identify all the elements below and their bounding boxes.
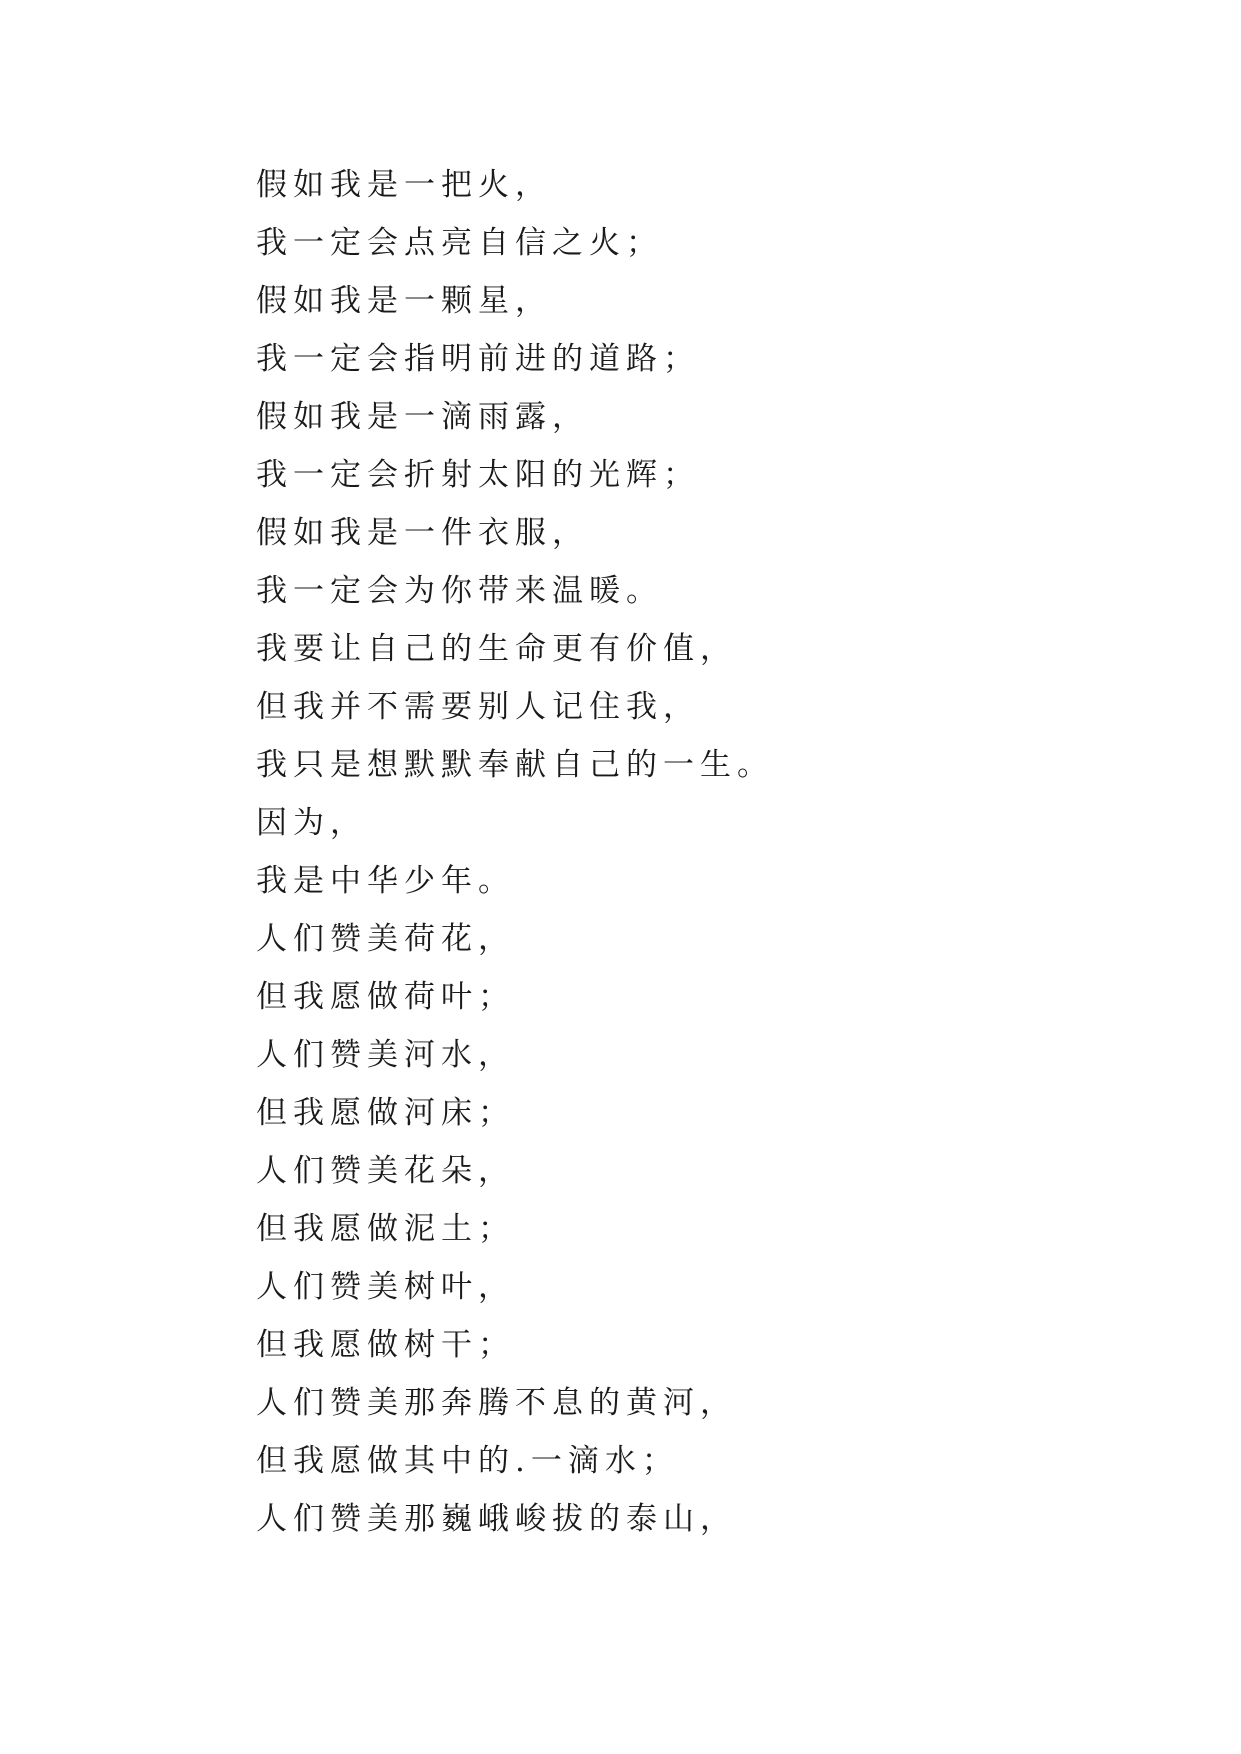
poem-line: 假如我是一件衣服，	[256, 515, 589, 551]
poem-line: 我一定会指明前进的道路；	[256, 341, 700, 377]
poem-line: 我一定会折射太阳的光辉；	[256, 457, 700, 493]
poem-line: 人们赞美花朵，	[256, 1153, 515, 1189]
poem-line: 我只是想默默奉献自己的一生。	[256, 747, 774, 783]
poem-line: 人们赞美树叶，	[256, 1269, 515, 1305]
poem-line: 人们赞美那巍峨峻拔的泰山，	[256, 1501, 737, 1537]
poem-text	[256, 156, 774, 1548]
poem-line: 我要让自己的生命更有价值，	[256, 631, 737, 667]
poem-line: 我是中华少年。	[256, 863, 515, 899]
poem-line: 但我愿做树干；	[256, 1327, 515, 1363]
poem-line: 假如我是一把火，	[256, 167, 552, 203]
poem-line: 我一定会点亮自信之火；	[256, 225, 663, 261]
poem-line: 但我愿做荷叶；	[256, 979, 515, 1015]
poem-line: 假如我是一颗星，	[256, 283, 552, 319]
poem-line: 但我愿做泥土；	[256, 1211, 515, 1247]
poem-line: 但我愿做其中的.一滴水；	[256, 1443, 679, 1479]
poem-line: 但我并不需要别人记住我，	[256, 689, 700, 725]
poem-line: 因为，	[256, 805, 367, 841]
poem-line: 但我愿做河床；	[256, 1095, 515, 1131]
poem-line: 假如我是一滴雨露，	[256, 399, 589, 435]
poem-line: 人们赞美河水，	[256, 1037, 515, 1073]
poem-line: 我一定会为你带来温暖。	[256, 573, 663, 609]
poem-line: 人们赞美那奔腾不息的黄河，	[256, 1385, 737, 1421]
poem-line: 人们赞美荷花，	[256, 921, 515, 957]
